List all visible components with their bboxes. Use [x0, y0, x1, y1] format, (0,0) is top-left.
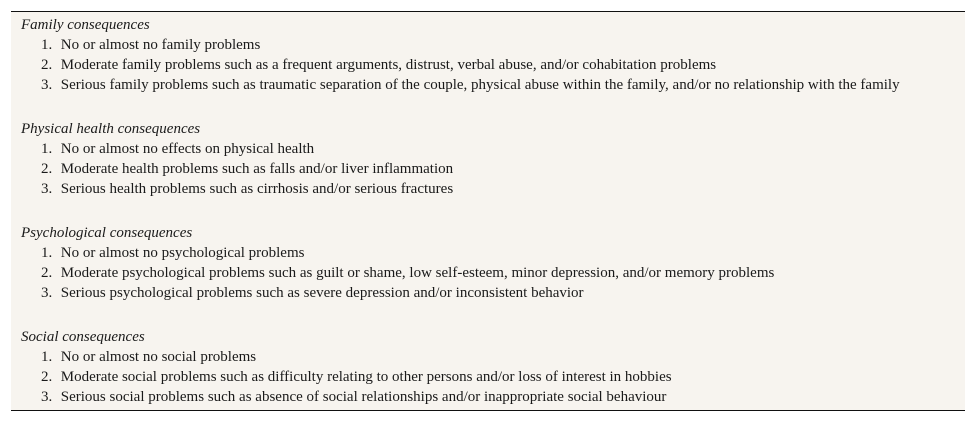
section-title: Family consequences [21, 17, 150, 33]
item-text: Serious social problems such as absence of social relationships and/or inappropriate social behaviour [60, 389, 667, 405]
consequences-table [11, 11, 965, 411]
item-text: Serious psychological problems such as severe depression and/or inconsistent behavior [60, 285, 584, 301]
item-number: 1. [41, 37, 53, 53]
list-item [21, 347, 965, 367]
section-title: Social consequences [21, 329, 145, 345]
section-physical-health [21, 119, 965, 199]
item-text: No or almost no family problems [60, 37, 261, 53]
item-text: Moderate social problems such as difficulty relating to other persons and/or loss of interest in hobbies [60, 369, 672, 385]
item-text: Serious health problems such as cirrhosis and/or serious fractures [60, 181, 454, 197]
item-number: 2. [41, 265, 53, 281]
list-item [21, 367, 965, 387]
item-number: 2. [41, 57, 53, 73]
section-title: Psychological consequences [21, 225, 193, 241]
section-psychological [21, 223, 965, 303]
item-text: No or almost no psychological problems [60, 245, 305, 261]
item-number: 3. [41, 77, 53, 93]
item-number: 2. [41, 369, 53, 385]
item-text: Moderate health problems such as falls and/or liver inflammation [60, 161, 454, 177]
item-number: 2. [41, 161, 53, 177]
item-number: 1. [41, 141, 53, 157]
list-item [21, 75, 965, 95]
item-number: 1. [41, 349, 53, 365]
item-text: No or almost no effects on physical health [60, 141, 315, 157]
section-social [21, 327, 965, 407]
list-item [21, 35, 965, 55]
section-family [21, 15, 965, 95]
list-item [21, 159, 965, 179]
item-text: Moderate psychological problems such as guilt or shame, low self-esteem, minor depression, and/or memory problems [60, 265, 775, 281]
item-text: Serious family problems such as traumatic separation of the couple, physical abuse within the family, and/or no relationship with the family [60, 77, 900, 93]
list-item [21, 243, 965, 263]
section-title: Physical health consequences [21, 121, 201, 137]
item-number: 1. [41, 245, 53, 261]
list-item [21, 179, 965, 199]
list-item [21, 263, 965, 283]
item-text: Moderate family problems such as a frequent arguments, distrust, verbal abuse, and/or cohabitation problems [60, 57, 717, 73]
item-number: 3. [41, 389, 53, 405]
item-number: 3. [41, 285, 53, 301]
list-item [21, 139, 965, 159]
list-item [21, 55, 965, 75]
list-item [21, 283, 965, 303]
item-number: 3. [41, 181, 53, 197]
item-text: No or almost no social problems [60, 349, 257, 365]
list-item [21, 387, 965, 407]
